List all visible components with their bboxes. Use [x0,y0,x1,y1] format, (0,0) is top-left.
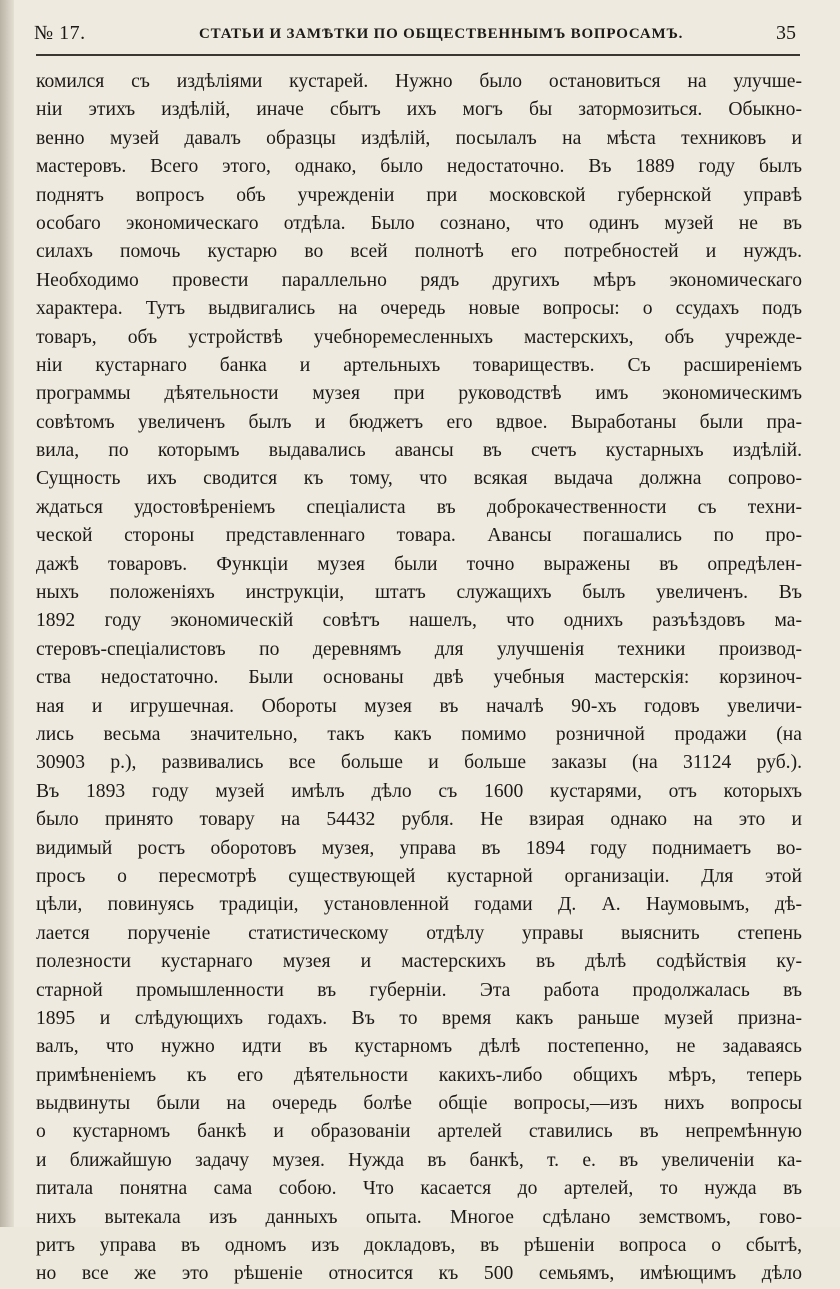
text-line: программы дѣятельности музея при руководствѣ имъ экономическимъ [36,383,802,405]
text-line: о кустарномъ банкѣ и образованіи артелей ставились въ непремѣнную [36,1121,802,1143]
text-line: Въ 1893 году музей имѣлъ дѣло съ 1600 кустарями, отъ которыхъ [36,780,802,802]
text-line: Необходимо провести параллельно рядъ другихъ мѣръ экономическаго [36,269,802,291]
running-header [34,20,800,52]
text-line: силахъ помочь кустарю во всей полнотѣ его потребностей и нуждъ. [36,241,802,263]
text-line: ритъ управа въ одномъ изъ докладовъ, въ рѣшеніи вопроса о сбытѣ, [36,1235,802,1257]
issue-number: № 17. [34,22,86,44]
text-line: нихъ вытекала изъ данныхъ опыта. Многое сдѣлано земствомъ, гово- [36,1206,802,1228]
text-line: примѣненіемъ къ его дѣятельности какихъ-либо общихъ мѣръ, теперь [36,1064,802,1086]
text-line: ніи кустарнаго банка и артельныхъ товариществъ. Съ расширеніемъ [36,354,802,376]
text-line: ная и игрушечная. Обороты музея въ началѣ 90-хъ годовъ увеличи- [36,695,802,717]
text-line: просъ о пересмотрѣ существующей кустарной организаціи. Для этой [36,865,802,887]
text-line: вила, по которымъ выдавались авансы въ счетъ кустарныхъ издѣлій. [36,440,802,462]
text-line: ныхъ положеніяхъ инструкціи, штатъ служащихъ былъ увеличенъ. Въ [36,582,802,604]
text-line: лается порученіе статистическому отдѣлу управы выяснить степень [36,922,802,944]
text-line: венно музей давалъ образцы издѣлій, посылалъ на мѣста техниковъ и [36,127,802,149]
text-line: было принято товару на 54432 рубля. Не взирая однако на это и [36,809,802,831]
body-text [36,68,802,1289]
text-line: характера. Тутъ выдвигались на очередь новые вопросы: о ссудахъ подъ [36,298,802,320]
text-line: видимый ростъ оборотовъ музея, управа въ 1894 году поднимаетъ во- [36,837,802,859]
text-line: валъ, что нужно идти въ кустарномъ дѣлѣ постепенно, не задаваясь [36,1036,802,1058]
text-line: дажѣ товаровъ. Функціи музея были точно выражены въ опредѣлен- [36,553,802,575]
text-line: питала понятна сама собою. Что касается до артелей, то нужда въ [36,1178,802,1200]
text-line: ніи этихъ издѣлій, иначе сбытъ ихъ могъ бы затормозиться. Обыкно- [36,99,802,121]
text-line: выдвинуты были на очередь болѣе общіе вопросы,—изъ нихъ вопросы [36,1093,802,1115]
text-line: полезности кустарнаго музея и мастерскихъ въ дѣлѣ содѣйствія ку- [36,951,802,973]
text-line: 30903 р.), развивались все больше и больше заказы (на 31124 руб.). [36,752,802,774]
text-line: товаръ, объ устройствѣ учебноремесленныхъ мастерскихъ, объ учрежде- [36,326,802,348]
text-line: комился съ издѣліями кустарей. Нужно было остановиться на улучше- [36,71,802,92]
header-rule [36,54,800,56]
text-line: но все же это рѣшеніе относится къ 500 семьямъ, имѣющимъ дѣло [36,1263,802,1285]
text-line: старной промышленности въ губерніи. Эта работа продолжалась въ [36,979,802,1001]
text-line: стеровъ-спеціалистовъ по деревнямъ для улучшенія техники производ- [36,638,802,660]
text-line: и ближайшую задачу музея. Нужда въ банкѣ, т. е. въ увеличеніи ка- [36,1149,802,1171]
text-line: ческой стороны представленнаго товара. Авансы погашались по про- [36,525,802,547]
text-line: лись весьма значительно, такъ какъ помимо розничной продажи (на [36,723,802,745]
text-line: совѣтомъ увеличенъ былъ и бюджетъ его вдвое. Выработаны были пра- [36,411,802,433]
text-line: ждаться удостовѣреніемъ спеціалиста въ доброкачественности съ техни- [36,496,802,518]
page-number: 35 [776,22,796,44]
text-line: ства недостаточно. Были основаны двѣ учебныя мастерскія: корзиноч- [36,667,802,689]
text-line: 1892 году экономическій совѣтъ нашелъ, что однихъ разъѣздовъ ма- [36,610,802,632]
text-line: 1895 и слѣдующихъ годахъ. Въ то время какъ раньше музей призна- [36,1007,802,1029]
text-line: Сущность ихъ сводится къ тому, что всякая выдача должна сопрово- [36,468,802,490]
text-line: мастеровъ. Всего этого, однако, было недостаточно. Въ 1889 году былъ [36,156,802,178]
text-line: поднятъ вопросъ объ учрежденіи при московской губернской управѣ [36,184,802,206]
section-title: СТАТЬИ И ЗАМѢТКИ ПО ОБЩЕСТВЕННЫМЪ ВОПРОСАМЪ. [199,26,684,42]
text-line: особаго экономическаго отдѣла. Было сознано, что одинъ музей не въ [36,212,802,234]
page-spine-shadow [0,0,14,1227]
text-line: цѣли, повинуясь традиціи, установленной годами Д. А. Наумовымъ, дѣ- [36,894,802,916]
